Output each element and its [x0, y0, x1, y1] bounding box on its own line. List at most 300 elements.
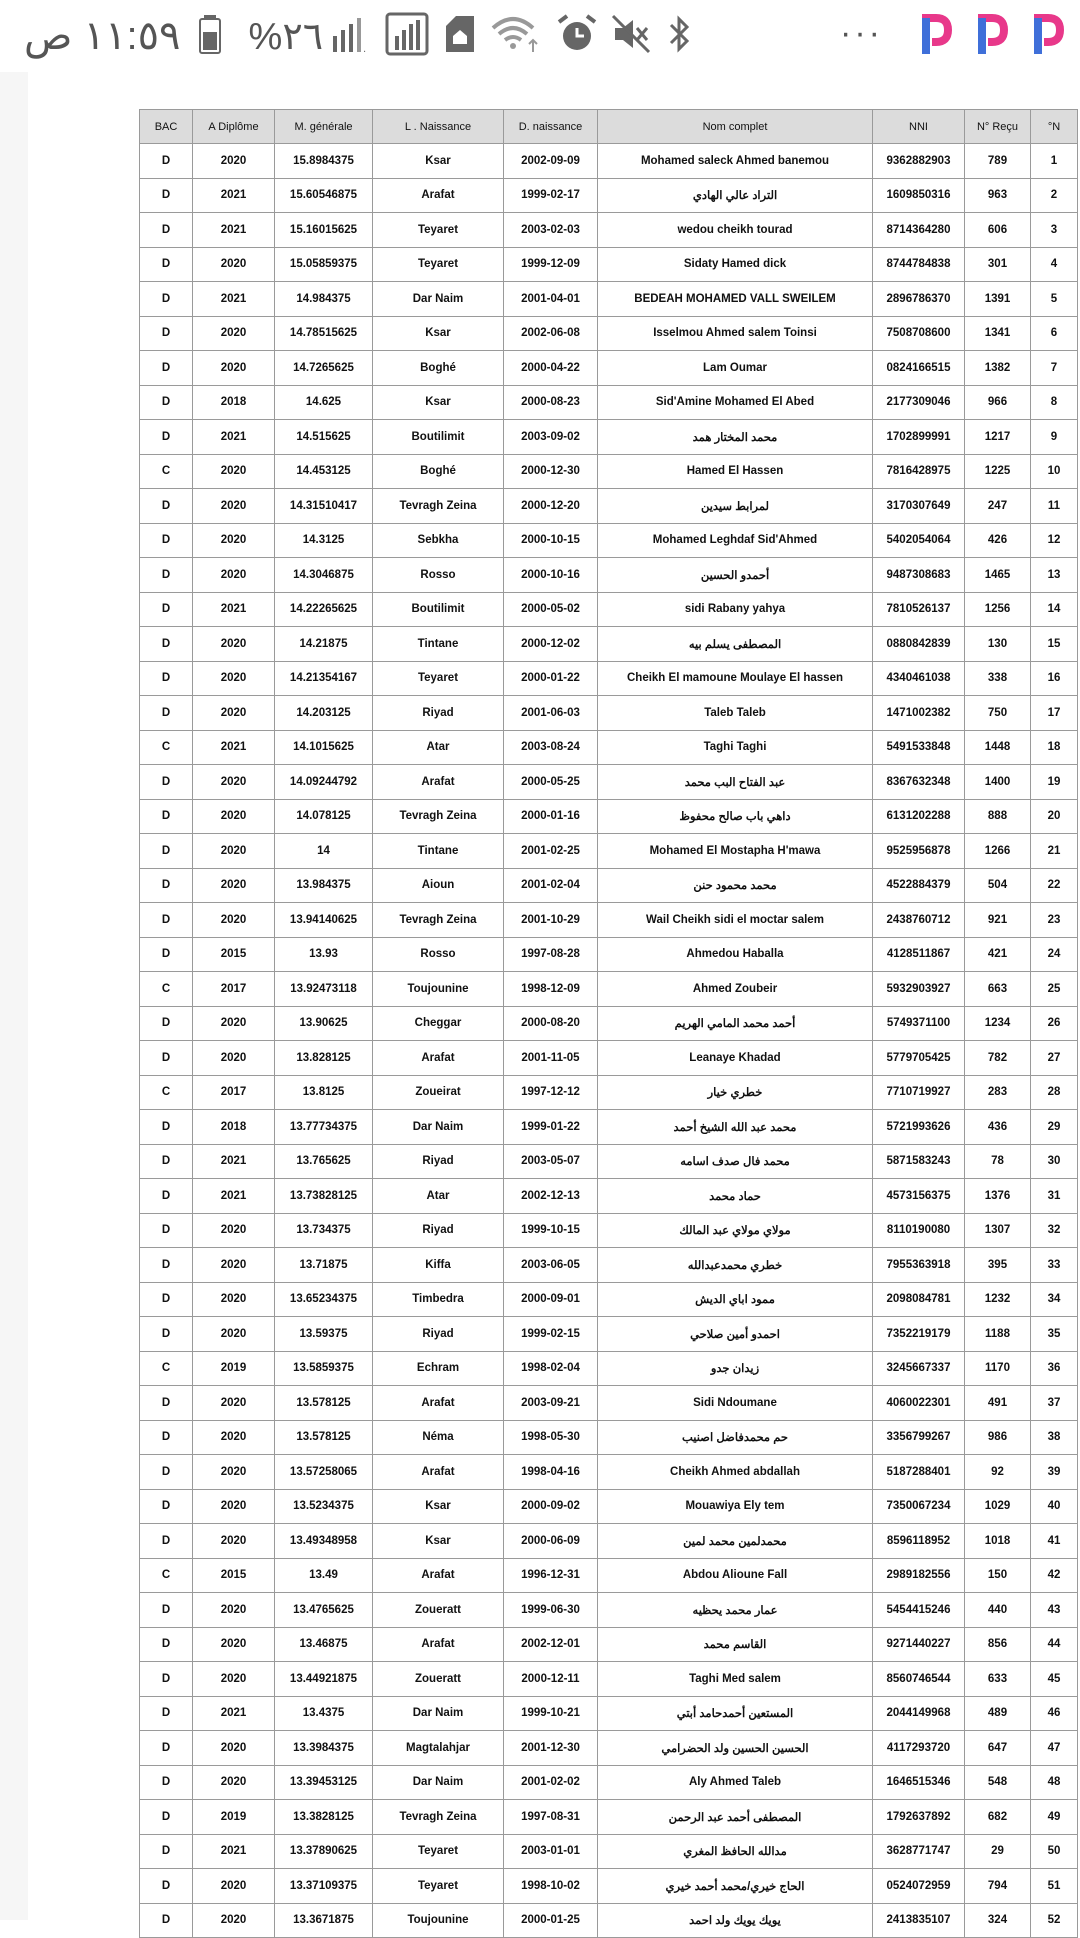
cell-birthdate: 2000-10-15 — [504, 523, 598, 558]
table-body — [140, 144, 1078, 1938]
cell-birthplace: Atar — [373, 1179, 504, 1214]
cell-birthdate: 2000-09-02 — [504, 1489, 598, 1524]
cell-bac: D — [140, 1110, 193, 1145]
cell-average: 13.4765625 — [275, 1593, 373, 1628]
cell-birthdate: 2000-01-25 — [504, 1903, 598, 1938]
cell-nni: 8714364280 — [873, 213, 965, 248]
cell-receipt-number: 1234 — [965, 1006, 1031, 1041]
table-row — [140, 1386, 1078, 1421]
cell-birthdate: 2001-02-04 — [504, 868, 598, 903]
cell-receipt-number: 921 — [965, 903, 1031, 938]
cell-bac: D — [140, 1420, 193, 1455]
cell-birthdate: 1998-10-02 — [504, 1869, 598, 1904]
cell-full-name: Sidaty Hamed dick — [598, 247, 873, 282]
cell-rank: 47 — [1031, 1731, 1078, 1766]
cell-full-name: Mohamed saleck Ahmed banemou — [598, 144, 873, 179]
cell-rank: 25 — [1031, 972, 1078, 1007]
cell-average: 14.78515625 — [275, 316, 373, 351]
cell-rank: 42 — [1031, 1558, 1078, 1593]
cell-diploma-year: 2017 — [193, 1075, 275, 1110]
table-header-row — [140, 110, 1078, 144]
cell-birthdate: 2003-08-24 — [504, 730, 598, 765]
cell-full-name: محمد المختار همد — [598, 420, 873, 455]
cell-bac: C — [140, 1558, 193, 1593]
cell-nni: 8367632348 — [873, 765, 965, 800]
signal-box-icon — [385, 12, 429, 61]
cell-birthdate: 2000-08-23 — [504, 385, 598, 420]
cell-birthplace: Arafat — [373, 1386, 504, 1421]
cell-nni: 5721993626 — [873, 1110, 965, 1145]
cell-average: 13.71875 — [275, 1248, 373, 1283]
cell-full-name: Isselmou Ahmed salem Toinsi — [598, 316, 873, 351]
cell-birthdate: 2000-12-30 — [504, 454, 598, 489]
cell-bac: C — [140, 972, 193, 1007]
cell-average: 14.22265625 — [275, 592, 373, 627]
cell-birthdate: 2000-06-09 — [504, 1524, 598, 1559]
cell-rank: 45 — [1031, 1662, 1078, 1697]
cell-diploma-year: 2021 — [193, 1834, 275, 1869]
cell-receipt-number: 1382 — [965, 351, 1031, 386]
cell-bac: D — [140, 558, 193, 593]
cell-rank: 32 — [1031, 1213, 1078, 1248]
cell-birthplace: Teyaret — [373, 213, 504, 248]
cell-bac: D — [140, 1593, 193, 1628]
cell-nni: 1646515346 — [873, 1765, 965, 1800]
table-row — [140, 1351, 1078, 1386]
cell-bac: D — [140, 351, 193, 386]
cell-full-name: مولاي مولاي عبد المالك — [598, 1213, 873, 1248]
cell-receipt-number: 426 — [965, 523, 1031, 558]
table-row — [140, 696, 1078, 731]
table-row — [140, 937, 1078, 972]
cell-rank: 36 — [1031, 1351, 1078, 1386]
cell-rank: 35 — [1031, 1317, 1078, 1352]
cell-receipt-number: 606 — [965, 213, 1031, 248]
column-header-bac: BAC — [140, 110, 193, 144]
cell-rank: 19 — [1031, 765, 1078, 800]
cell-full-name: Abdou Alioune Fall — [598, 1558, 873, 1593]
cell-birthdate: 2001-02-02 — [504, 1765, 598, 1800]
cell-average: 14.984375 — [275, 282, 373, 317]
cell-birthplace: Riyad — [373, 696, 504, 731]
cell-receipt-number: 1266 — [965, 834, 1031, 869]
table-row — [140, 1489, 1078, 1524]
cell-average: 13.5234375 — [275, 1489, 373, 1524]
cell-average: 13.65234375 — [275, 1282, 373, 1317]
cell-receipt-number: 1232 — [965, 1282, 1031, 1317]
cell-receipt-number: 794 — [965, 1869, 1031, 1904]
cell-full-name: Cheikh El mamoune Moulaye El hassen — [598, 661, 873, 696]
cell-birthplace: Toujounine — [373, 972, 504, 1007]
cell-nni: 4128511867 — [873, 937, 965, 972]
column-header-diploma-year: A Diplôme — [193, 110, 275, 144]
cell-birthplace: Rosso — [373, 937, 504, 972]
table-row — [140, 972, 1078, 1007]
cell-birthplace: Riyad — [373, 1144, 504, 1179]
cell-diploma-year: 2020 — [193, 144, 275, 179]
cell-full-name: Taghi Taghi — [598, 730, 873, 765]
cell-full-name: Mohamed Leghdaf Sid'Ahmed — [598, 523, 873, 558]
cell-receipt-number: 966 — [965, 385, 1031, 420]
cell-rank: 30 — [1031, 1144, 1078, 1179]
cell-diploma-year: 2020 — [193, 1627, 275, 1662]
results-table — [139, 109, 1078, 1938]
table-row — [140, 1627, 1078, 1662]
cell-average: 13.94140625 — [275, 903, 373, 938]
cell-average: 15.8984375 — [275, 144, 373, 179]
cell-receipt-number: 1341 — [965, 316, 1031, 351]
cell-bac: D — [140, 937, 193, 972]
cell-birthplace: Teyaret — [373, 1834, 504, 1869]
cell-full-name: محمد فال صدف اسامه — [598, 1144, 873, 1179]
cell-bac: D — [140, 385, 193, 420]
cell-full-name: الحسين الحسين ولد الحضرامي — [598, 1731, 873, 1766]
cell-average: 13.578125 — [275, 1386, 373, 1421]
table-row — [140, 1800, 1078, 1835]
cell-receipt-number: 750 — [965, 696, 1031, 731]
cell-average: 14.078125 — [275, 799, 373, 834]
cell-average: 13.734375 — [275, 1213, 373, 1248]
cell-bac: D — [140, 1179, 193, 1214]
cell-rank: 1 — [1031, 144, 1078, 179]
cell-nni: 2098084781 — [873, 1282, 965, 1317]
cell-average: 14.31510417 — [275, 489, 373, 524]
signal-icon — [331, 14, 371, 59]
cell-nni: 2044149968 — [873, 1696, 965, 1731]
cell-bac: D — [140, 868, 193, 903]
cell-full-name: مدالله الحافظ المغري — [598, 1834, 873, 1869]
cell-nni: 9487308683 — [873, 558, 965, 593]
cell-diploma-year: 2020 — [193, 1662, 275, 1697]
cell-full-name: أحمد محمد المامي الهريم — [598, 1006, 873, 1041]
cell-diploma-year: 2020 — [193, 523, 275, 558]
cell-diploma-year: 2018 — [193, 1110, 275, 1145]
cell-receipt-number: 1376 — [965, 1179, 1031, 1214]
cell-diploma-year: 2020 — [193, 454, 275, 489]
column-header-birthdate: D. naissance — [504, 110, 598, 144]
cell-diploma-year: 2020 — [193, 799, 275, 834]
cell-bac: D — [140, 834, 193, 869]
cell-full-name: أحمدو الحسين — [598, 558, 873, 593]
cell-birthdate: 2000-04-22 — [504, 351, 598, 386]
table-row — [140, 213, 1078, 248]
cell-birthplace: Aioun — [373, 868, 504, 903]
cell-birthplace: Zoueratt — [373, 1662, 504, 1697]
cell-full-name: محمدلمين محمد لمين — [598, 1524, 873, 1559]
pinterest-icon — [1030, 14, 1064, 61]
cell-nni: 9362882903 — [873, 144, 965, 179]
column-header-rank: °N — [1031, 110, 1078, 144]
cell-average: 13.46875 — [275, 1627, 373, 1662]
cell-average: 13.8125 — [275, 1075, 373, 1110]
cell-birthplace: Atar — [373, 730, 504, 765]
cell-bac: D — [140, 592, 193, 627]
cell-nni: 5454415246 — [873, 1593, 965, 1628]
column-header-birthplace: L . Naissance — [373, 110, 504, 144]
cell-birthdate: 2000-05-25 — [504, 765, 598, 800]
cell-diploma-year: 2021 — [193, 282, 275, 317]
cell-bac: D — [140, 1144, 193, 1179]
cell-receipt-number: 29 — [965, 1834, 1031, 1869]
cell-diploma-year: 2020 — [193, 247, 275, 282]
cell-birthdate: 2001-10-29 — [504, 903, 598, 938]
cell-diploma-year: 2021 — [193, 420, 275, 455]
cell-birthplace: Arafat — [373, 1455, 504, 1490]
cell-receipt-number: 283 — [965, 1075, 1031, 1110]
cell-average: 14.625 — [275, 385, 373, 420]
cell-birthplace: Tevragh Zeina — [373, 489, 504, 524]
cell-average: 13.3828125 — [275, 1800, 373, 1835]
cell-receipt-number: 1217 — [965, 420, 1031, 455]
cell-birthdate: 1998-12-09 — [504, 972, 598, 1007]
cell-full-name: Ahmed Zoubeir — [598, 972, 873, 1007]
table-row — [140, 316, 1078, 351]
cell-full-name: Sidi Ndoumane — [598, 1386, 873, 1421]
table-row — [140, 1731, 1078, 1766]
sim-icon — [443, 14, 477, 59]
cell-birthplace: Ksar — [373, 385, 504, 420]
table-row — [140, 868, 1078, 903]
cell-birthdate: 2000-05-02 — [504, 592, 598, 627]
cell-diploma-year: 2020 — [193, 1524, 275, 1559]
cell-nni: 0824166515 — [873, 351, 965, 386]
cell-birthplace: Magtalahjar — [373, 1731, 504, 1766]
cell-bac: D — [140, 178, 193, 213]
table-row — [140, 523, 1078, 558]
cell-receipt-number: 663 — [965, 972, 1031, 1007]
cell-bac: D — [140, 1006, 193, 1041]
cell-receipt-number: 421 — [965, 937, 1031, 972]
cell-diploma-year: 2020 — [193, 868, 275, 903]
cell-average: 13.59375 — [275, 1317, 373, 1352]
cell-full-name: محمد محمود حنن — [598, 868, 873, 903]
cell-full-name: حماد محمد — [598, 1179, 873, 1214]
cell-nni: 2896786370 — [873, 282, 965, 317]
cell-birthplace: Boutilimit — [373, 420, 504, 455]
cell-receipt-number: 647 — [965, 1731, 1031, 1766]
results-table-container[interactable] — [139, 109, 1077, 1938]
cell-receipt-number: 856 — [965, 1627, 1031, 1662]
cell-birthdate: 2003-09-21 — [504, 1386, 598, 1421]
cell-bac: D — [140, 1627, 193, 1662]
cell-birthdate: 2001-11-05 — [504, 1041, 598, 1076]
cell-rank: 9 — [1031, 420, 1078, 455]
page-margin — [0, 72, 28, 1920]
cell-average: 13.90625 — [275, 1006, 373, 1041]
cell-rank: 22 — [1031, 868, 1078, 903]
cell-rank: 51 — [1031, 1869, 1078, 1904]
cell-bac: D — [140, 1662, 193, 1697]
cell-diploma-year: 2020 — [193, 558, 275, 593]
cell-diploma-year: 2020 — [193, 1041, 275, 1076]
cell-diploma-year: 2020 — [193, 834, 275, 869]
cell-nni: 8744784838 — [873, 247, 965, 282]
alarm-icon — [557, 14, 597, 59]
cell-receipt-number: 1465 — [965, 558, 1031, 593]
cell-full-name: عبد الفتاح البب محمد — [598, 765, 873, 800]
cell-bac: C — [140, 730, 193, 765]
cell-average: 14.515625 — [275, 420, 373, 455]
cell-rank: 12 — [1031, 523, 1078, 558]
cell-nni: 1792637892 — [873, 1800, 965, 1835]
cell-receipt-number: 682 — [965, 1800, 1031, 1835]
cell-bac: D — [140, 696, 193, 731]
cell-average: 14.3125 — [275, 523, 373, 558]
cell-average: 14.21875 — [275, 627, 373, 662]
battery-percent: %٢٦ — [248, 15, 324, 58]
cell-diploma-year: 2020 — [193, 1455, 275, 1490]
cell-diploma-year: 2020 — [193, 1869, 275, 1904]
cell-diploma-year: 2020 — [193, 661, 275, 696]
cell-full-name: الحاج خيري/محمد أحمد خيري — [598, 1869, 873, 1904]
table-row — [140, 799, 1078, 834]
cell-nni: 7816428975 — [873, 454, 965, 489]
cell-full-name: Wail Cheikh sidi el moctar salem — [598, 903, 873, 938]
cell-bac: D — [140, 1282, 193, 1317]
cell-bac: D — [140, 282, 193, 317]
cell-nni: 0524072959 — [873, 1869, 965, 1904]
table-row — [140, 1041, 1078, 1076]
cell-bac: D — [140, 1248, 193, 1283]
table-row — [140, 903, 1078, 938]
cell-birthdate: 2002-12-13 — [504, 1179, 598, 1214]
cell-full-name: خطري محمدعبدالله — [598, 1248, 873, 1283]
cell-full-name: ممود اباي الديش — [598, 1282, 873, 1317]
cell-rank: 4 — [1031, 247, 1078, 282]
cell-diploma-year: 2019 — [193, 1800, 275, 1835]
cell-birthplace: Arafat — [373, 1627, 504, 1662]
cell-birthdate: 1998-02-04 — [504, 1351, 598, 1386]
cell-receipt-number: 1018 — [965, 1524, 1031, 1559]
cell-rank: 33 — [1031, 1248, 1078, 1283]
cell-bac: D — [140, 1800, 193, 1835]
cell-receipt-number: 1188 — [965, 1317, 1031, 1352]
cell-bac: C — [140, 1351, 193, 1386]
cell-full-name: Cheikh Ahmed abdallah — [598, 1455, 873, 1490]
cell-rank: 3 — [1031, 213, 1078, 248]
column-header-nni: NNI — [873, 110, 965, 144]
cell-full-name: لمرابط سيدين — [598, 489, 873, 524]
cell-nni: 5932903927 — [873, 972, 965, 1007]
cell-rank: 34 — [1031, 1282, 1078, 1317]
cell-nni: 5402054064 — [873, 523, 965, 558]
more-notifications-icon: ··· — [840, 14, 883, 52]
cell-birthdate: 2003-01-01 — [504, 1834, 598, 1869]
cell-receipt-number: 130 — [965, 627, 1031, 662]
cell-birthdate: 1999-01-22 — [504, 1110, 598, 1145]
cell-receipt-number: 395 — [965, 1248, 1031, 1283]
cell-rank: 50 — [1031, 1834, 1078, 1869]
cell-receipt-number: 963 — [965, 178, 1031, 213]
cell-diploma-year: 2020 — [193, 1213, 275, 1248]
cell-rank: 41 — [1031, 1524, 1078, 1559]
cell-bac: D — [140, 799, 193, 834]
cell-bac: D — [140, 1731, 193, 1766]
cell-rank: 5 — [1031, 282, 1078, 317]
cell-full-name: Ahmedou Haballa — [598, 937, 873, 972]
table-row — [140, 592, 1078, 627]
table-row — [140, 489, 1078, 524]
table-row — [140, 1765, 1078, 1800]
cell-nni: 3356799267 — [873, 1420, 965, 1455]
cell-birthplace: Tevragh Zeina — [373, 1800, 504, 1835]
cell-rank: 38 — [1031, 1420, 1078, 1455]
table-row — [140, 1213, 1078, 1248]
cell-birthdate: 2002-09-09 — [504, 144, 598, 179]
cell-average: 14.453125 — [275, 454, 373, 489]
cell-bac: D — [140, 1386, 193, 1421]
cell-bac: D — [140, 1869, 193, 1904]
cell-birthplace: Ksar — [373, 316, 504, 351]
cell-nni: 1471002382 — [873, 696, 965, 731]
cell-birthplace: Zoueirat — [373, 1075, 504, 1110]
cell-birthplace: Toujounine — [373, 1903, 504, 1938]
cell-diploma-year: 2020 — [193, 765, 275, 800]
cell-birthplace: Riyad — [373, 1317, 504, 1352]
table-row — [140, 1834, 1078, 1869]
cell-diploma-year: 2020 — [193, 1317, 275, 1352]
cell-receipt-number: 1256 — [965, 592, 1031, 627]
cell-full-name: Taleb Taleb — [598, 696, 873, 731]
cell-rank: 29 — [1031, 1110, 1078, 1145]
cell-receipt-number: 301 — [965, 247, 1031, 282]
cell-receipt-number: 633 — [965, 1662, 1031, 1697]
cell-average: 13.3984375 — [275, 1731, 373, 1766]
cell-average: 13.93 — [275, 937, 373, 972]
cell-birthdate: 1999-10-15 — [504, 1213, 598, 1248]
cell-rank: 26 — [1031, 1006, 1078, 1041]
cell-average: 13.44921875 — [275, 1662, 373, 1697]
cell-rank: 21 — [1031, 834, 1078, 869]
cell-diploma-year: 2015 — [193, 1558, 275, 1593]
cell-receipt-number: 92 — [965, 1455, 1031, 1490]
cell-full-name: المستعين أحمدحامد أبتي — [598, 1696, 873, 1731]
table-row — [140, 247, 1078, 282]
cell-nni: 8110190080 — [873, 1213, 965, 1248]
cell-birthdate: 2000-01-22 — [504, 661, 598, 696]
status-bar — [0, 0, 1080, 72]
table-row — [140, 661, 1078, 696]
cell-full-name: Aly Ahmed Taleb — [598, 1765, 873, 1800]
cell-average: 13.49348958 — [275, 1524, 373, 1559]
cell-full-name: BEDEAH MOHAMED VALL SWEILEM — [598, 282, 873, 317]
table-row — [140, 1558, 1078, 1593]
cell-birthplace: Boghé — [373, 351, 504, 386]
cell-average: 13.49 — [275, 1558, 373, 1593]
table-row — [140, 144, 1078, 179]
cell-full-name: القاسم محمد — [598, 1627, 873, 1662]
cell-full-name: المصطفى يسلم بيه — [598, 627, 873, 662]
table-row — [140, 1455, 1078, 1490]
cell-bac: D — [140, 1041, 193, 1076]
cell-nni: 7955363918 — [873, 1248, 965, 1283]
cell-rank: 43 — [1031, 1593, 1078, 1628]
cell-full-name: Mohamed El Mostapha H'mawa — [598, 834, 873, 869]
pinterest-icon — [918, 14, 952, 61]
cell-average: 13.765625 — [275, 1144, 373, 1179]
cell-receipt-number: 150 — [965, 1558, 1031, 1593]
cell-nni: 2413835107 — [873, 1903, 965, 1938]
cell-rank: 20 — [1031, 799, 1078, 834]
cell-bac: D — [140, 316, 193, 351]
cell-average: 13.984375 — [275, 868, 373, 903]
cell-birthplace: Rosso — [373, 558, 504, 593]
table-row — [140, 765, 1078, 800]
cell-nni: 4117293720 — [873, 1731, 965, 1766]
cell-full-name: Lam Oumar — [598, 351, 873, 386]
cell-receipt-number: 1448 — [965, 730, 1031, 765]
cell-rank: 46 — [1031, 1696, 1078, 1731]
